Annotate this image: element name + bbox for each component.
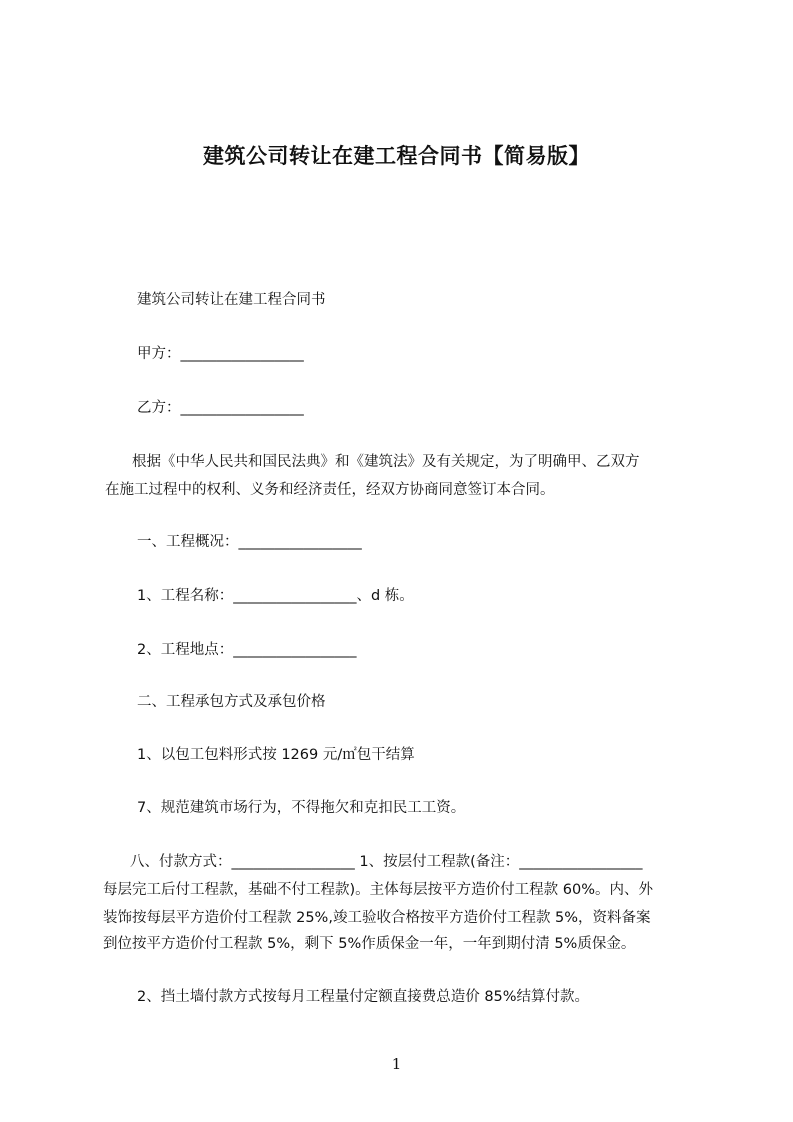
section-1-heading: 一、工程概况：_________________ xyxy=(137,534,362,550)
project-location-field: 2、工程地点：_________________ xyxy=(137,642,357,658)
document-title: 建筑公司转让在建工程合同书【简易版】 xyxy=(203,144,590,168)
contract-subtitle: 建筑公司转让在建工程合同书 xyxy=(137,292,326,308)
party-a-field: 甲方：_________________ xyxy=(137,346,304,362)
party-b-field: 乙方：_________________ xyxy=(137,400,304,416)
payment-line-4: 到位按平方造价付工程款 5%，剩下 5%作质保金一年，一年到期付清 5%质保金。 xyxy=(103,936,636,952)
payment-line-3: 装饰按每层平方造价付工程款 25%,竣工验收合格按平方造价付工程款 5%，资料备案 xyxy=(103,910,651,926)
contract-price-clause: 1、以包工包料形式按 1269 元/㎡包干结算 xyxy=(137,747,415,763)
payment-line-2: 每层完工后付工程款，基础不付工程款)。主体每层按平方造价付工程款 60%。内、外 xyxy=(103,882,653,898)
page-number: 1 xyxy=(391,1055,402,1073)
intro-paragraph-line-1: 根据《中华人民共和国民法典》和《建筑法》及有关规定，为了明确甲、乙双方 xyxy=(132,454,640,470)
project-name-field: 1、工程名称：_________________、d 栋。 xyxy=(137,588,414,604)
wage-clause: 7、规范建筑市场行为，不得拖欠和克扣民工工资。 xyxy=(137,800,466,816)
intro-paragraph-line-2: 在施工过程中的权利、义务和经济责任，经双方协商同意签订本合同。 xyxy=(105,482,555,498)
payment-line-1: 八、付款方式：_________________ 1、按层付工程款(备注：_________________ xyxy=(130,854,643,870)
section-2-heading: 二、工程承包方式及承包价格 xyxy=(137,694,326,710)
retaining-wall-payment-clause: 2、挡土墙付款方式按每月工程量付定额直接费总造价 85%结算付款。 xyxy=(137,989,590,1005)
